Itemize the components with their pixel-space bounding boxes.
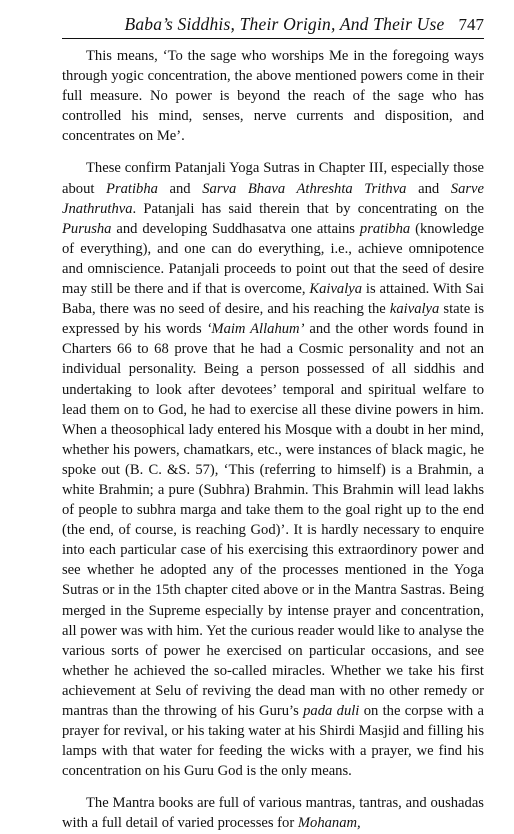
text-run: and — [157, 180, 203, 197]
paragraph-3 — [62, 793, 484, 833]
text-run: on the corpse with a prayer for revival, or his taking water at his Shirdi Masjid and filling his lamps with that water for feeding the wicks with a prayer, we find his concentration on his Guru God is the only means. — [62, 703, 484, 780]
italic-term: kaivalya — [389, 301, 440, 318]
italic-term: Sarva Bhava Athreshta Trithva — [202, 180, 407, 197]
text-run: and developing Suddhasatva one attains — [111, 220, 360, 237]
text-run: and the other words found in Charters 66 to 68 prove that he had a Cosmic personality and not an individual personality. Being a person possessed of all siddhis and undertaking to look after devotees’ temporal and spiritual welfare to lead them on to God, he had to exercise all these divine powers in him. When a theosophical lady entered his Mosque with a doubt in her mind, whether his powers, chamatkars, etc., were instances of black magic, he spoke out (B. C. &S. 57), ‘This (referring to himself) is a Brahmin, a white Brahmin; a pure (Subhra) Brahmin. This Brahmin will lead lakhs of people to subhra marga and take them to the goal right up to the end (the end, of course, is reaching God)’. It is hardly necessary to enquire into each particular case of his exercising this extraordinory power and see whether he adopted any of the processes mentioned in the Yoga Sutras or in the 15th chapter cited above or in the Mantra Sastras. Being merged in the Supreme especially by intense prayer and concentration, all power was with him. Yet the curious reader would like to analyse the various sorts of power he exercised on particular occasions, and see whether he achieved the so-called miracles. Whether we take his first achievement at Selu of reviving the dead man with no other remedy or mantras than the throwing of his Guru’s — [62, 321, 484, 719]
italic-term: pratibha — [359, 220, 411, 237]
text-run: and — [406, 180, 451, 197]
text-run: The Mantra books are full of various mantras, tantras, and oushadas with a full detail of varied processes for — [62, 795, 484, 832]
page-header — [62, 14, 484, 39]
italic-term: pada duli — [303, 703, 360, 719]
italic-term: Purusha — [62, 220, 112, 237]
page-number: 747 — [458, 15, 484, 34]
paragraph-2 — [62, 158, 484, 781]
text-run: . Patanjali has said therein that by concentrating on the — [132, 200, 484, 217]
text-run: state is expressed by his words — [62, 301, 484, 338]
body-text — [62, 46, 484, 834]
italic-term: ‘Maim Allahum’ — [206, 321, 305, 338]
text-run: (knowledge of everything), and one can do everything, i.e., achieve omnipotence and omniscience. Patanjali proceeds to point out that the seed of desire may still be there and if that is overcome, — [62, 220, 484, 298]
italic-term: Kaivalya — [309, 281, 363, 298]
running-title: Baba’s Siddhis, Their Origin, And Their Use — [124, 14, 445, 34]
text-run: These confirm Patanjali Yoga Sutras in Chapter III, especially those about — [62, 160, 484, 197]
italic-term: Pratibha — [106, 180, 158, 197]
text-run: is attained. With Sai Baba, there was no seed of desire, and his reaching the — [62, 281, 484, 318]
italic-term: Sarve Jnathruthva — [62, 180, 485, 217]
italic-term: Mohanam, — [297, 815, 361, 832]
paragraph-1: This means, ‘To the sage who worships Me in the foregoing ways through yogic concentration, the above mentioned powers come in their full measure. No power is beyond the reach of the sage who has controlled his mind, senses, nerve currents and disposition, and concentrates on Me’. — [62, 48, 484, 145]
